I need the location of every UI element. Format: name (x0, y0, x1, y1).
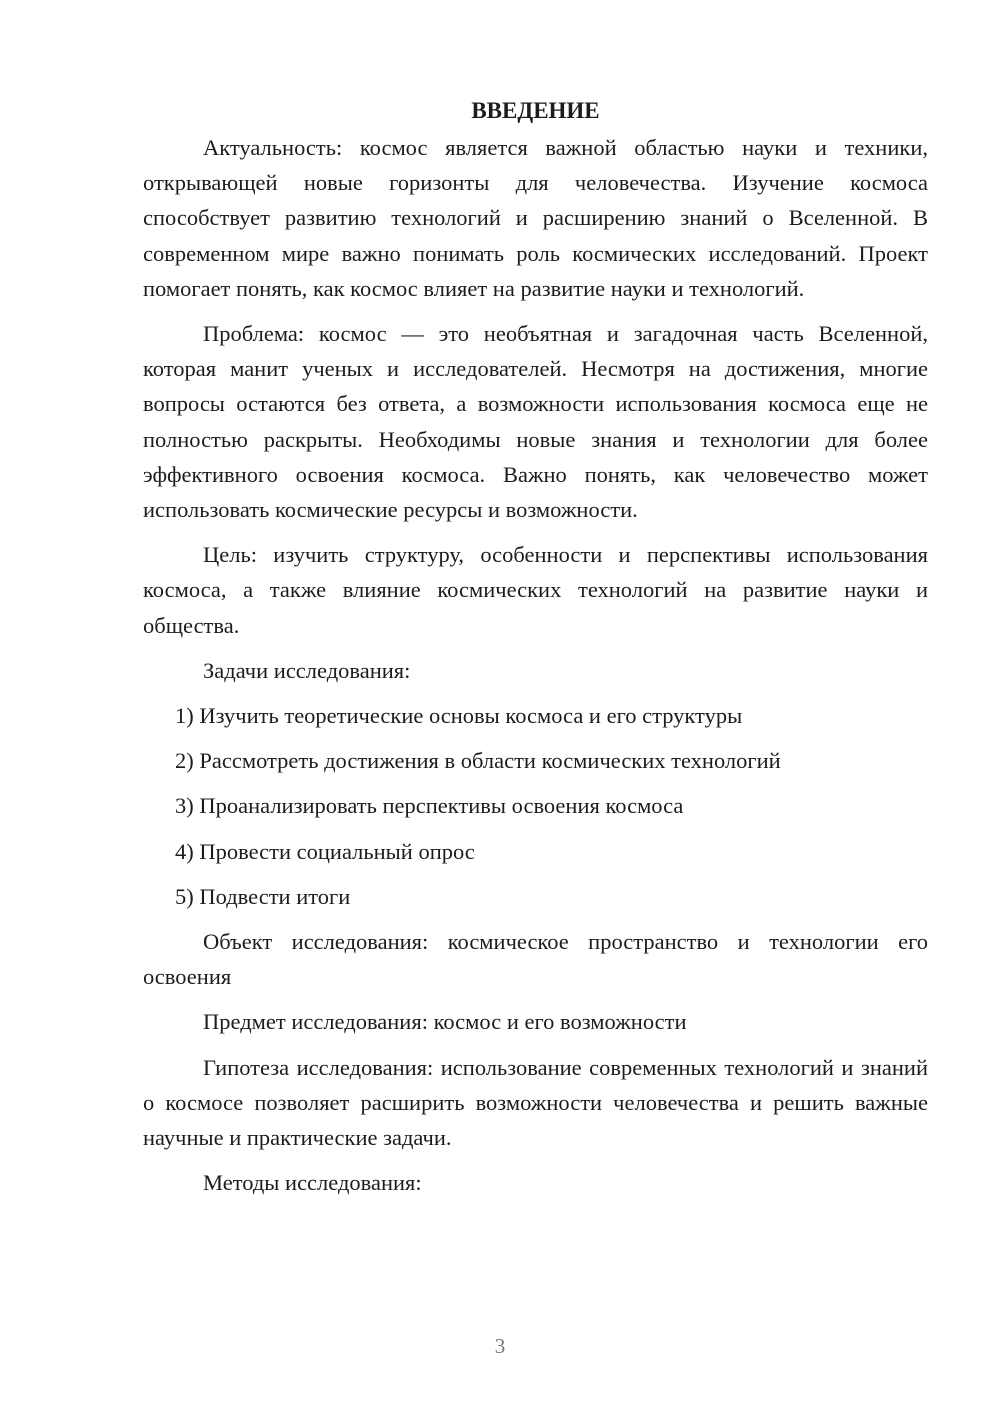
list-item: 2) Рассмотреть достижения в области космических технологий (175, 748, 781, 774)
subject-paragraph: Предмет исследования: космос и его возможности (203, 1009, 687, 1035)
methods-title: Методы исследования: (203, 1170, 422, 1196)
list-item: 5) Подвести итоги (175, 883, 351, 909)
problem-paragraph: Проблема: космос — это необъятная и загадочная часть Вселенной, которая манит ученых и исследователей. Несмотря на достижения, многие вопросы остаются без ответа, а возможности использования космоса еще не полностью раскрыты. Необходимы новые знания и технологии для более эффективного освоения космоса. Важно понять, как человечество может использовать космические ресурсы и возможности. (143, 321, 928, 523)
list-item: 4) Провести социальный опрос (175, 838, 475, 864)
hypothesis-paragraph: Гипотеза исследования: использование современных технологий и знаний о космосе позволяет расширить возможности человечества и решить важные научные и практические задачи. (143, 1054, 928, 1151)
relevance-paragraph: Актуальность: космос является важной областью науки и техники, открывающей новые горизонты для человечества. Изучение космоса способствует развитию технологий и расширению знаний о Вселенной. В современном мире важно понимать роль космических исследований. Проект помогает понять, как космос влияет на развитие науки и технологий. (143, 135, 928, 301)
section-heading: ВВЕДЕНИЕ (471, 98, 600, 123)
goal-paragraph: Цель: изучить структуру, особенности и перспективы использования космоса, а также влияние космических технологий на развитие науки и общества. (143, 542, 928, 638)
list-item: 1) Изучить теоретические основы космоса и его структуры (175, 703, 743, 729)
list-item: 3) Проанализировать перспективы освоения космоса (175, 793, 684, 819)
object-paragraph: Объект исследования: космическое пространство и технологии его освоения (143, 929, 928, 990)
tasks-list (143, 698, 928, 914)
document-page (143, 93, 928, 1210)
tasks-title: Задачи исследования: (203, 657, 411, 683)
page-number: 3 (494, 1334, 506, 1358)
